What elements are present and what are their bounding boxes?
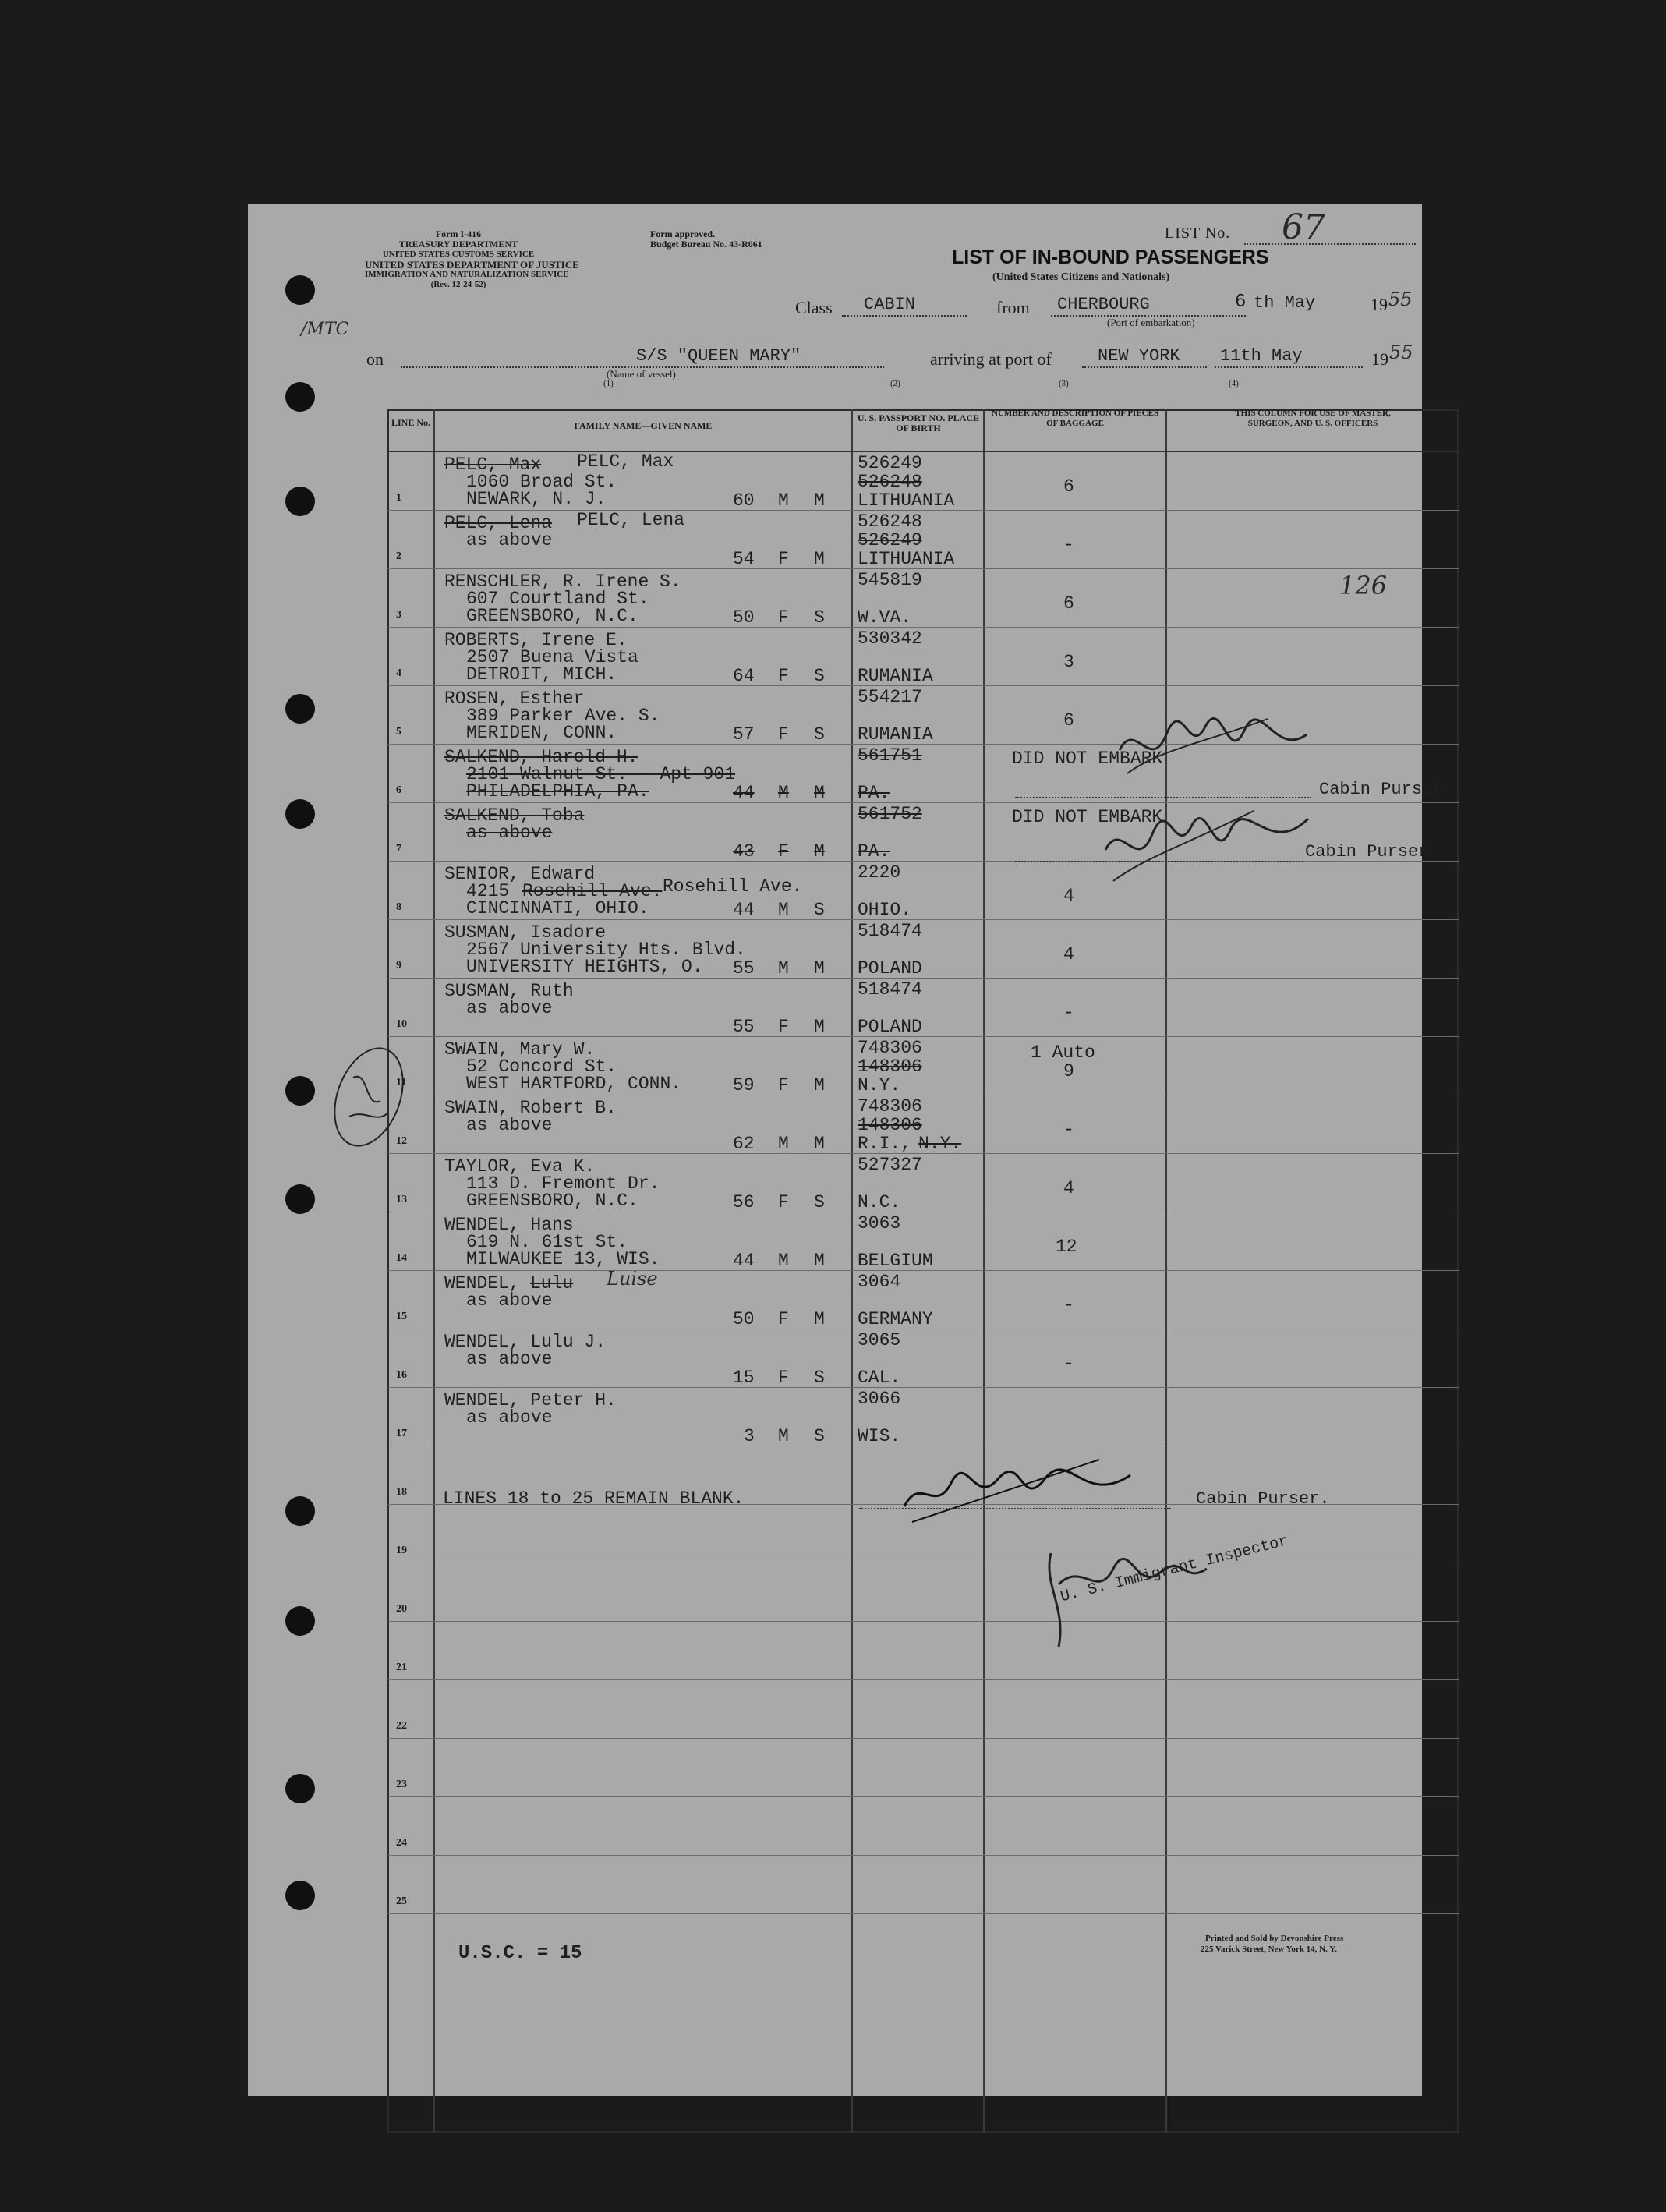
- baggage-count: 6: [1063, 593, 1074, 614]
- baggage-count: 4: [1063, 944, 1074, 964]
- row-divider: [388, 1913, 1459, 1914]
- row-divider: [388, 978, 1459, 979]
- passenger-age: 62: [733, 1134, 755, 1154]
- passenger-marital-status: M: [814, 1251, 825, 1271]
- passenger-address: as above: [466, 1115, 553, 1135]
- passenger-age: 43: [733, 841, 755, 862]
- passenger-name-struck: PELC, Max: [444, 455, 542, 475]
- place-of-birth: CAL.: [858, 1368, 901, 1388]
- arrival-year-suffix: 55: [1389, 342, 1413, 363]
- passport-number: 518474: [858, 921, 922, 941]
- row-divider: [388, 1036, 1459, 1037]
- binder-hole: [285, 694, 315, 724]
- passenger-age: 54: [733, 549, 755, 569]
- passport-number-struck: 526248: [858, 472, 922, 492]
- passenger-address: 1060 Broad St.: [466, 472, 617, 492]
- passenger-sex: F: [778, 607, 789, 628]
- place-of-birth: BELGIUM: [858, 1251, 933, 1271]
- passenger-address-struck: Rosehill Ave.: [522, 881, 663, 901]
- passenger-name-struck: Lulu: [530, 1273, 574, 1294]
- place-of-birth: LITHUANIA: [858, 549, 955, 569]
- passport-number: 3065: [858, 1330, 901, 1350]
- line-number: 5: [396, 726, 401, 738]
- line-number: 2: [396, 550, 401, 562]
- passenger-name: WENDEL, Hans: [444, 1215, 574, 1235]
- passport-number: 554217: [858, 687, 922, 707]
- from-value: CHERBOURG: [1057, 295, 1150, 314]
- place-of-birth: POLAND: [858, 958, 922, 979]
- passenger-marital-status: S: [814, 666, 825, 686]
- justice-label: UNITED STATES DEPARTMENT OF JUSTICE: [365, 259, 579, 271]
- passenger-city: NEWARK, N. J.: [466, 489, 607, 509]
- binder-hole: [285, 799, 315, 829]
- passenger-age: 60: [733, 490, 755, 511]
- passenger-sex: F: [778, 549, 789, 569]
- passenger-city: CINCINNATI, OHIO.: [466, 898, 649, 918]
- passenger-sex: F: [778, 1192, 789, 1212]
- budget-bureau: Budget Bureau No. 43-R061: [650, 239, 762, 250]
- passenger-address: 607 Courtland St.: [466, 589, 649, 609]
- line-number: 4: [396, 667, 401, 679]
- place-of-birth: WIS.: [858, 1426, 901, 1446]
- column-number-1: (1): [603, 379, 614, 388]
- passenger-age: 15: [733, 1368, 755, 1388]
- on-label: on: [366, 349, 384, 369]
- passenger-address: as above: [466, 1290, 553, 1311]
- baggage-count: -: [1063, 1354, 1074, 1374]
- passenger-address: as above: [466, 1407, 553, 1428]
- line-number: 7: [396, 843, 401, 855]
- passenger-marital-status: M: [814, 1309, 825, 1329]
- passenger-city: PHILADELPHIA, PA.: [466, 781, 649, 802]
- passenger-name: TAYLOR, Eva K.: [444, 1156, 596, 1177]
- passport-number-struck: 148306: [858, 1115, 922, 1135]
- place-of-birth: POLAND: [858, 1017, 922, 1037]
- passport-number: 3066: [858, 1389, 901, 1409]
- passport-number: 3063: [858, 1213, 901, 1233]
- place-of-birth: OHIO.: [858, 900, 912, 920]
- place-of-birth: N.Y.: [858, 1075, 901, 1095]
- place-of-birth: RUMANIA: [858, 724, 933, 745]
- purser-signature-2: [1098, 795, 1316, 889]
- passenger-name: PELC, Max: [577, 451, 674, 472]
- customs-label: UNITED STATES CUSTOMS SERVICE: [382, 250, 535, 259]
- baggage-count: 4: [1063, 1178, 1074, 1198]
- passenger-age: 64: [733, 666, 755, 686]
- passenger-address-correction: Rosehill Ave.: [663, 876, 803, 897]
- passenger-address: as above: [466, 1349, 553, 1369]
- place-of-birth: GERMANY: [858, 1309, 933, 1329]
- place-of-birth: N.C.: [858, 1192, 901, 1212]
- line-number: 10: [396, 1018, 407, 1030]
- passenger-marital-status: S: [814, 607, 825, 628]
- line-number: 21: [396, 1662, 407, 1673]
- passport-number-struck: 526249: [858, 530, 922, 550]
- inspector-label: U. S. Immigrant Inspector: [1059, 1532, 1290, 1607]
- binder-hole: [285, 1076, 315, 1106]
- passenger-marital-status: M: [814, 1134, 825, 1154]
- baggage-count: DID NOT EMBARK: [1012, 749, 1163, 769]
- passenger-address: as above: [466, 823, 553, 843]
- binder-hole: [285, 275, 315, 305]
- line-number: 11: [396, 1077, 407, 1088]
- usc-count: U.S.C. = 15: [458, 1943, 582, 1964]
- passenger-city: UNIVERSITY HEIGHTS, O.: [466, 957, 703, 977]
- cabin-purser-2: Cabin Purser: [1305, 842, 1429, 862]
- passport-number: 545819: [858, 570, 922, 590]
- passenger-marital-status: M: [814, 549, 825, 569]
- passport-number: 748306: [858, 1096, 922, 1117]
- line-number: 19: [396, 1545, 407, 1556]
- baggage-count: DID NOT EMBARK: [1012, 807, 1163, 827]
- line-number: 12: [396, 1135, 407, 1147]
- passenger-name: SALKEND, Toba: [444, 805, 585, 826]
- form-approved: Form approved.: [650, 228, 716, 239]
- line-number: 9: [396, 960, 401, 972]
- binder-hole: [285, 1496, 315, 1526]
- passenger-address: as above: [466, 530, 553, 550]
- binder-hole: [285, 1184, 315, 1214]
- passenger-age: 44: [733, 1251, 755, 1271]
- passenger-marital-status: S: [814, 900, 825, 920]
- place-of-birth: LITHUANIA: [858, 490, 955, 511]
- passenger-address: 113 D. Fremont Dr.: [466, 1173, 660, 1194]
- purser-signature-1: [1112, 703, 1314, 789]
- place-of-birth: RUMANIA: [858, 666, 933, 686]
- passenger-marital-status: S: [814, 1426, 825, 1446]
- passport-number-struck: 148306: [858, 1056, 922, 1077]
- passenger-sex: M: [778, 1426, 789, 1446]
- passenger-marital-status: M: [814, 958, 825, 979]
- form-approval-block: [650, 229, 762, 250]
- baggage-count: 6: [1063, 710, 1074, 731]
- line-number: 16: [396, 1369, 407, 1381]
- passenger-address: 4215: [466, 881, 510, 901]
- passenger-age: 59: [733, 1075, 755, 1095]
- passenger-age: 50: [733, 1309, 755, 1329]
- passenger-marital-status: M: [814, 490, 825, 511]
- passport-number: 3064: [858, 1272, 901, 1292]
- passenger-sex: F: [778, 666, 789, 686]
- passenger-marital-status: S: [814, 1368, 825, 1388]
- row-divider: [388, 919, 1459, 920]
- row-divider: [388, 1679, 1459, 1680]
- passenger-address: as above: [466, 998, 553, 1018]
- row-divider: [388, 1621, 1459, 1622]
- form-subtitle: (United States Citizens and Nationals): [992, 271, 1170, 283]
- officer-note: 126: [1339, 571, 1388, 600]
- departure-month: th May: [1254, 293, 1316, 313]
- line-number: 17: [396, 1428, 407, 1439]
- place-of-birth: R.I.,: [858, 1134, 912, 1154]
- line-number: 8: [396, 901, 401, 913]
- place-of-birth: PA.: [858, 783, 890, 803]
- passenger-sex: F: [778, 1368, 789, 1388]
- line-number: 3: [396, 609, 401, 621]
- arrival-port-line: [1082, 366, 1207, 368]
- purser-line-2: [1015, 861, 1303, 862]
- departure-year-prefix: 19: [1371, 295, 1388, 314]
- passenger-marital-status: M: [814, 783, 825, 803]
- header-divider: [388, 451, 1459, 452]
- line-number: 18: [396, 1486, 407, 1498]
- row-divider: [388, 627, 1459, 628]
- passenger-sex: F: [778, 841, 789, 862]
- passenger-name: WENDEL, Peter H.: [444, 1390, 617, 1410]
- remain-blank-note: LINES 18 to 25 REMAIN BLANK.: [443, 1488, 745, 1509]
- passport-number: 530342: [858, 628, 922, 649]
- line-number: 23: [396, 1778, 407, 1790]
- passenger-name: PELC, Lena: [577, 510, 685, 530]
- passenger-sex: F: [778, 724, 789, 745]
- passenger-city: DETROIT, MICH.: [466, 664, 617, 685]
- passenger-city: GREENSBORO, N.C.: [466, 606, 638, 626]
- cabin-purser-final: Cabin Purser.: [1196, 1489, 1330, 1509]
- binder-hole: [285, 1774, 315, 1803]
- passenger-sex: F: [778, 1309, 789, 1329]
- inspector-signature: [1028, 1538, 1215, 1655]
- list-number-value: 67: [1282, 207, 1325, 247]
- passenger-age: 3: [744, 1426, 755, 1446]
- purser-signature-final: [897, 1444, 1146, 1530]
- line-number: 13: [396, 1194, 407, 1205]
- baggage-count: 6: [1063, 476, 1074, 497]
- line-number: 20: [396, 1603, 407, 1615]
- binder-hole: [285, 1606, 315, 1636]
- form-number: Form I-416: [435, 228, 482, 239]
- port-embarkation-caption: (Port of embarkation): [1107, 317, 1195, 328]
- binder-hole: [285, 487, 315, 516]
- passenger-address: 2567 University Hts. Blvd.: [466, 940, 746, 960]
- passenger-name: SWAIN, Robert B.: [444, 1098, 617, 1118]
- col-header-line: LINE No.: [391, 417, 430, 428]
- mtc-note: /MTC: [301, 320, 349, 339]
- class-label: Class: [795, 298, 833, 317]
- row-divider: [388, 1796, 1459, 1797]
- passenger-age: 57: [733, 724, 755, 745]
- form-title: LIST OF IN-BOUND PASSENGERS: [952, 246, 1269, 268]
- passenger-name-correction: Luise: [607, 1268, 658, 1290]
- passenger-address: 52 Concord St.: [466, 1056, 617, 1077]
- baggage-count: 3: [1063, 652, 1074, 672]
- printer-line-2: 225 Varick Street, New York 14, N. Y.: [1201, 1945, 1337, 1954]
- passenger-address: 389 Parker Ave. S.: [466, 706, 660, 726]
- passenger-sex: M: [778, 783, 789, 803]
- passenger-address: 619 N. 61st St.: [466, 1232, 628, 1252]
- column-number-2: (2): [890, 379, 900, 388]
- passenger-age: 55: [733, 1017, 755, 1037]
- baggage-count: -: [1063, 1120, 1074, 1140]
- passenger-city: GREENSBORO, N.C.: [466, 1191, 638, 1211]
- passenger-age: 56: [733, 1192, 755, 1212]
- ins-label: IMMIGRATION AND NATURALIZATION SERVICE: [365, 270, 569, 279]
- baggage-count: -: [1063, 1003, 1074, 1023]
- passport-number: 2220: [858, 862, 901, 883]
- baggage-count: -: [1063, 1295, 1074, 1315]
- list-number-line: [1244, 243, 1416, 245]
- revision-label: (Rev. 12-24-52): [430, 280, 486, 289]
- passport-number: 526248: [858, 511, 922, 532]
- arrival-port: NEW YORK: [1098, 346, 1180, 366]
- passenger-name: SUSMAN, Ruth: [444, 981, 574, 1001]
- passenger-age: 55: [733, 958, 755, 979]
- class-line: [842, 315, 967, 317]
- passenger-sex: F: [778, 1075, 789, 1095]
- passport-number: 518474: [858, 979, 922, 1000]
- form-info-block: [365, 228, 579, 290]
- passport-number: 748306: [858, 1038, 922, 1058]
- departure-year-suffix: 55: [1388, 288, 1413, 310]
- passenger-marital-status: S: [814, 1192, 825, 1212]
- margin-scribble: [326, 1039, 412, 1156]
- passenger-name: ROBERTS, Irene E.: [444, 630, 628, 650]
- line-number: 25: [396, 1895, 407, 1907]
- arrival-date: 11th May: [1220, 346, 1303, 366]
- passenger-city: MERIDEN, CONN.: [466, 723, 617, 743]
- col-header-passport: U. S. PASSPORT NO. PLACE OF BIRTH: [857, 412, 980, 434]
- passport-number: 526249: [858, 453, 922, 473]
- row-divider: [388, 1738, 1459, 1739]
- place-of-birth: W.VA.: [858, 607, 912, 628]
- cabin-purser-1: Cabin Purser: [1319, 780, 1443, 799]
- line-number: 15: [396, 1311, 407, 1322]
- passenger-marital-status: M: [814, 841, 825, 862]
- passenger-address: 2101 Walnut St. - Apt 901: [466, 764, 736, 784]
- passenger-name: SENIOR, Edward: [444, 864, 596, 884]
- passenger-sex: M: [778, 958, 789, 979]
- baggage-count: 9: [1063, 1061, 1074, 1081]
- col-header-name: FAMILY NAME—GIVEN NAME: [574, 420, 713, 431]
- line-number: 6: [396, 784, 401, 796]
- passenger-marital-status: M: [814, 1017, 825, 1037]
- departure-day: 6: [1235, 292, 1247, 313]
- passenger-name: WENDEL, Lulu J.: [444, 1332, 607, 1352]
- passenger-name: SWAIN, Mary W.: [444, 1039, 596, 1060]
- arrival-year-prefix: 19: [1371, 349, 1388, 369]
- passport-number: 527327: [858, 1155, 922, 1175]
- row-divider: [388, 1387, 1459, 1388]
- place-of-birth: PA.: [858, 841, 890, 862]
- list-number-label: LIST No.: [1165, 225, 1231, 242]
- line-number: 1: [396, 492, 401, 504]
- binder-hole: [285, 382, 315, 412]
- arrival-date-line: [1215, 366, 1363, 368]
- passport-number: 561751: [858, 745, 922, 766]
- passenger-city: MILWAUKEE 13, WIS.: [466, 1249, 660, 1269]
- passenger-name: WENDEL,: [444, 1273, 520, 1294]
- row-divider: [388, 1855, 1459, 1856]
- arriving-label: arriving at port of: [930, 349, 1052, 369]
- passenger-sex: M: [778, 900, 789, 920]
- baggage-count: 12: [1056, 1237, 1077, 1257]
- passenger-sex: M: [778, 490, 789, 511]
- passenger-age: 44: [733, 900, 755, 920]
- col-header-baggage: NUMBER AND DESCRIPTION OF PIECES OF BAGGAGE: [991, 409, 1159, 428]
- passenger-sex: M: [778, 1134, 789, 1154]
- passenger-city: WEST HARTFORD, CONN.: [466, 1074, 682, 1094]
- column-number-3: (3): [1059, 379, 1069, 388]
- passenger-name-struck: PELC, Lena: [444, 513, 553, 533]
- baggage-count: 4: [1063, 886, 1074, 906]
- place-of-birth-struck: N.Y.: [918, 1134, 962, 1154]
- vessel-name: S/S "QUEEN MARY": [636, 346, 801, 366]
- passenger-name: SALKEND, Harold H.: [444, 747, 638, 767]
- treasury-label: TREASURY DEPARTMENT: [398, 239, 518, 250]
- passenger-marital-status: S: [814, 724, 825, 745]
- column-number-4: (4): [1229, 379, 1239, 388]
- passenger-address: 2507 Buena Vista: [466, 647, 638, 667]
- passenger-name: SUSMAN, Isadore: [444, 922, 607, 943]
- passenger-age: 50: [733, 607, 755, 628]
- passenger-name: ROSEN, Esther: [444, 688, 585, 709]
- purser-line-1: [1015, 797, 1311, 798]
- line-number: 24: [396, 1837, 407, 1849]
- vessel-caption: (Name of vessel): [607, 368, 676, 380]
- class-value: CABIN: [864, 295, 916, 314]
- passport-number: 561752: [858, 804, 922, 824]
- line-number: 14: [396, 1252, 407, 1264]
- passenger-sex: M: [778, 1251, 789, 1271]
- baggage-count: -: [1063, 535, 1074, 555]
- col-header-officers: THIS COLUMN FOR USE OF MASTER, SURGEON, AND U. S. OFFICERS: [1235, 409, 1391, 428]
- binder-hole: [285, 1881, 315, 1910]
- passenger-age: 44: [733, 783, 755, 803]
- line-number: 22: [396, 1720, 407, 1732]
- passenger-sex: F: [778, 1017, 789, 1037]
- manifest-sheet: [248, 204, 1443, 2096]
- passenger-marital-status: M: [814, 1075, 825, 1095]
- passenger-name: RENSCHLER, R. Irene S.: [444, 572, 681, 592]
- baggage-extra: 1 Auto: [1031, 1042, 1095, 1063]
- from-label: from: [996, 298, 1030, 317]
- printer-line-1: Printed and Sold by Devonshire Press: [1205, 1934, 1344, 1943]
